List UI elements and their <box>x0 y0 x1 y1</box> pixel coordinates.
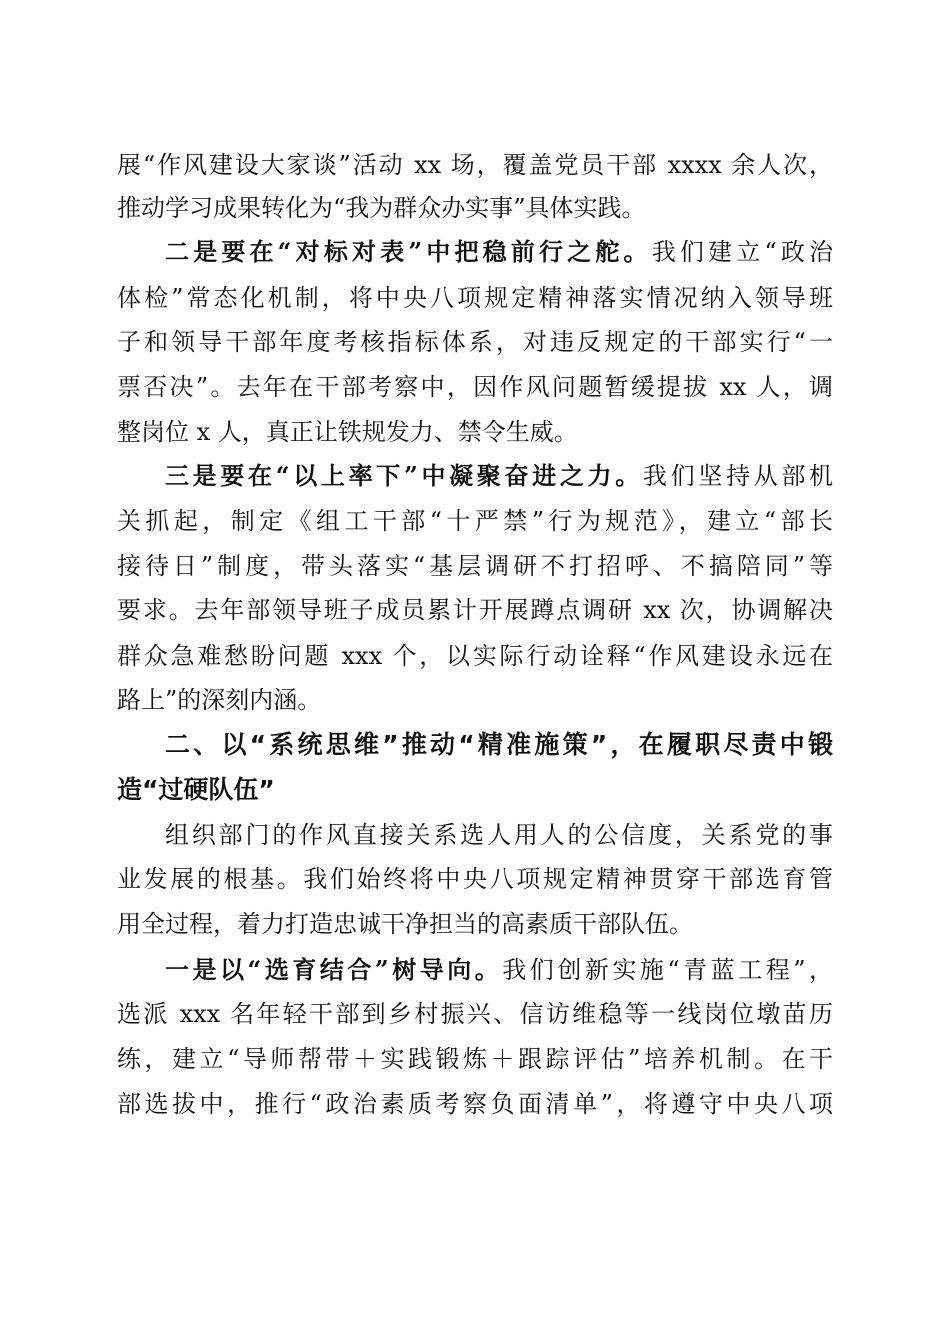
section-heading-line1: 二、以“系统思维”推动“精准施策”，在履职尽责中锻 <box>165 730 833 759</box>
para3-line5: 群众急难愁盼问题 xxx 个，以实际行动诠释“作风建设永远在 <box>117 642 833 670</box>
para1-line1: 展“作风建设大家谈”活动 xx 场，覆盖党员干部 xxxx 余人次， <box>117 151 833 179</box>
para1-line2: 推动学习成果转化为“我为群众办实事”具体实践。 <box>117 194 646 222</box>
para5-line3: 练，建立“导师帮带＋实践锻炼＋跟踪评估”培养机制。在干 <box>117 1045 833 1073</box>
para2-line3: 子和领导干部年度考核指标体系，对违反规定的干部实行“一 <box>117 328 833 356</box>
para5-line4: 部选拔中，推行“政治素质考察负面清单”，将遵守中央八项 <box>117 1090 833 1118</box>
para3-line2: 关抓起，制定《组工干部“十严禁”行为规范》，建立“部长 <box>117 507 833 535</box>
para3-lead: 三是要在“以上率下”中凝聚奋进之力。 <box>165 461 643 490</box>
para4-line1: 组织部门的作风直接关系选人用人的公信度，关系党的事 <box>165 821 833 849</box>
para2-line1 <box>117 235 833 269</box>
para2-lead: 二是要在“对标对表”中把稳前行之舵。 <box>165 237 652 266</box>
para2-line1-rest: 我们建立“政治 <box>651 238 833 266</box>
para3-line6: 路上”的深刻内涵。 <box>117 686 322 714</box>
para5-line1-rest: 我们创新实施“青蓝工程”， <box>502 956 834 984</box>
para2-line5: 整岗位 x 人，真正让铁规发力、禁令生威。 <box>117 418 578 446</box>
para3-line1 <box>117 459 833 493</box>
para3-line4: 要求。去年部领导班子成员累计开展蹲点调研 xx 次，协调解决 <box>117 596 833 624</box>
para2-line4: 票否决”。去年在干部考察中，因作风问题暂缓提拔 xx 人，调 <box>117 373 833 401</box>
para3-line3: 接待日”制度，带头落实“基层调研不打招呼、不搞陪同”等 <box>117 552 833 580</box>
para5-line1 <box>117 953 833 987</box>
section-heading-line2: 造“过硬队伍” <box>117 775 275 804</box>
para4-line3: 用全过程，着力打造忠诚干净担当的高素质干部队伍。 <box>117 910 693 938</box>
para2-line2: 体检”常态化机制，将中央八项规定精神落实情况纳入领导班 <box>117 284 833 312</box>
para4-line2: 业发展的根基。我们始终将中央八项规定精神贯穿干部选育管 <box>117 865 833 893</box>
para5-line2: 选派 xxx 名年轻干部到乡村振兴、信访维稳等一线岗位墩苗历 <box>117 1000 833 1028</box>
para3-line1-rest: 我们坚持从部机 <box>642 462 834 490</box>
para5-lead: 一是以“选育结合”树导向。 <box>165 955 503 984</box>
